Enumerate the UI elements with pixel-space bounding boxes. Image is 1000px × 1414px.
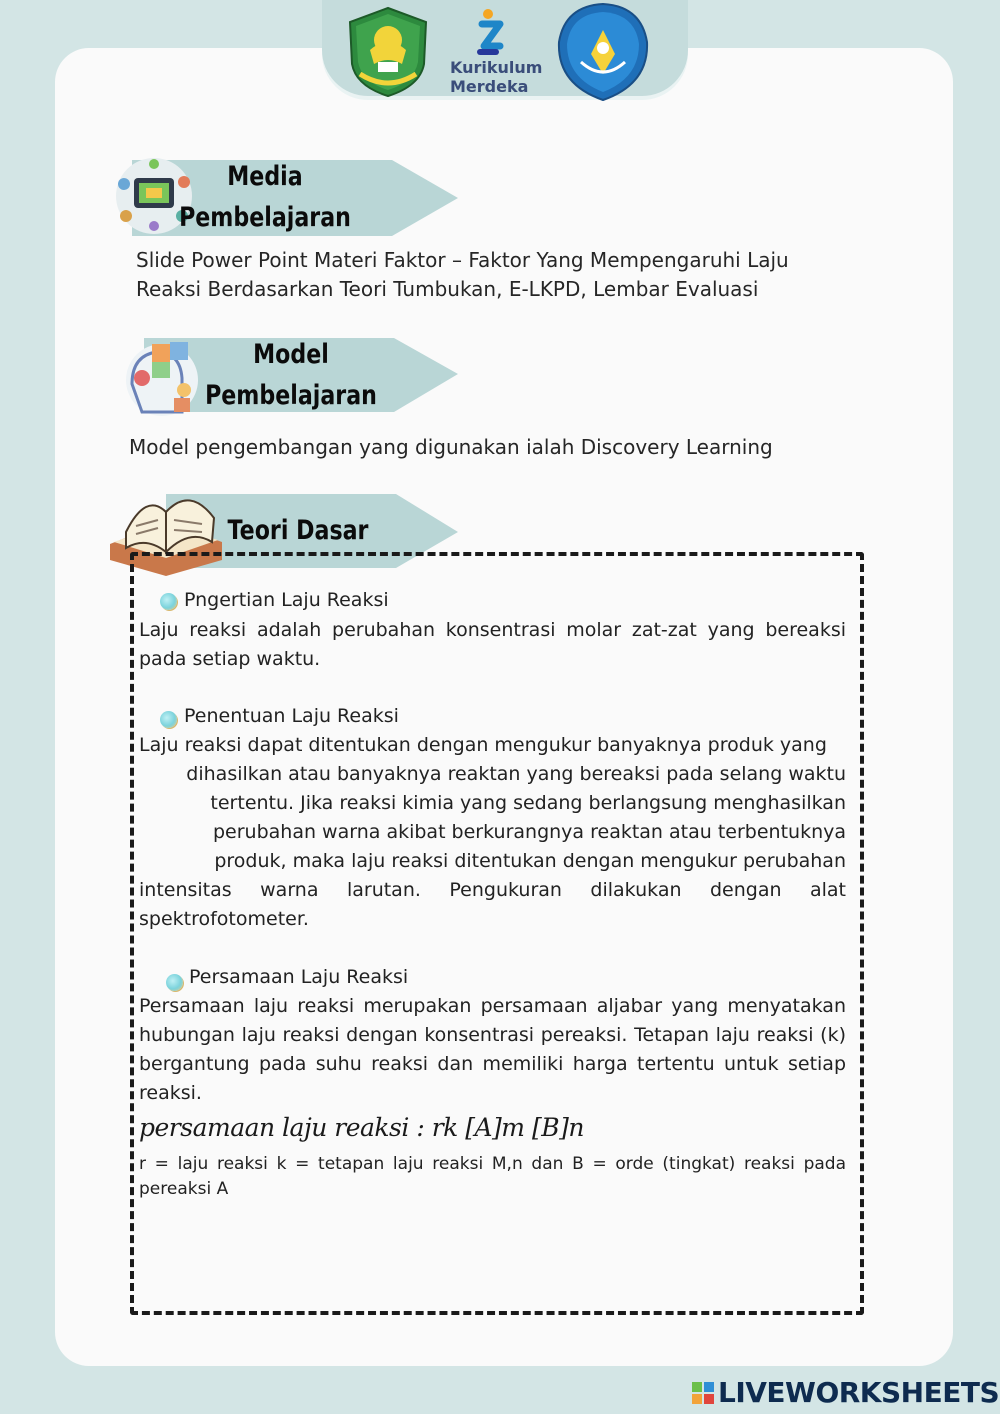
curriculum-word: Kurikulum [450, 58, 543, 77]
media-text: Slide Power Point Materi Faktor – Faktor Yang Mempengaruhi Laju Reaksi Berdasarkan Teori Tumbukan, E-LKPD, Lembar Evaluasi [136, 248, 789, 301]
penentuan-line-1: Laju reaksi dapat ditentukan dengan mengukur banyaknya produk yang [139, 734, 827, 756]
penentuan-line-4: perubahan warna akibat berkurangnya reaktan atau terbentuknya [212, 821, 846, 843]
section-heading-persamaan: Persamaan Laju Reaksi [189, 966, 409, 988]
bullet-circle-icon [160, 711, 177, 728]
puzzle-thinking-icon [122, 334, 208, 420]
rate-equation-note: r = laju reaksi k = tetapan laju reaksi M,n dan B = orde (tingkat) reaksi pada pereaksi A [139, 1154, 846, 1199]
penentuan-line-3: tertentu. Jika reaksi kimia yang sedang berlangsung menghasilkan [210, 792, 846, 814]
liveworksheets-logo-icon [692, 1382, 714, 1404]
section-heading-pengertian: Pngertian Laju Reaksi [184, 589, 389, 611]
model-text: Model pengembangan yang digunakan ialah Discovery Learning [129, 435, 773, 459]
media-banner [112, 154, 462, 240]
penentuan-line-5: produk, maka laju reaksi ditentukan dengan mengukur perubahan [214, 850, 846, 872]
bullet-circle-icon [166, 974, 183, 991]
merdeka-word: Merdeka [450, 77, 529, 96]
model-banner-title [198, 334, 383, 416]
rate-equation-formula: persamaan laju reaksi : rk [A]m [B]n [139, 1113, 584, 1142]
bullet-circle-icon [160, 593, 177, 610]
model-banner [122, 334, 462, 420]
kurikulum-merdeka-wordmark [450, 58, 550, 96]
section-text-pengertian: Laju reaksi adalah perubahan konsentrasi molar zat-zat yang bereaksi pada setiap waktu. [139, 619, 846, 670]
theory-banner-title: Teori Dasar [227, 515, 369, 546]
section-heading-penentuan: Penentuan Laju Reaksi [184, 705, 399, 727]
media-banner-title [172, 156, 357, 238]
penentuan-line-2: dihasilkan atau banyaknya reaktan yang bereaksi pada selang waktu [186, 763, 846, 785]
media-title-line2: Pembelajaran [179, 202, 351, 233]
model-title-line1: Model [253, 339, 329, 370]
liveworksheets-wordmark: LIVEWORKSHEETS [718, 1376, 1000, 1409]
university-logo [340, 4, 436, 100]
model-title-line2: Pembelajaran [205, 380, 377, 411]
section-text-penentuan [139, 731, 846, 934]
liveworksheets-brand [692, 1376, 999, 1409]
media-title-line1: Media [227, 161, 303, 192]
penentuan-line-6: intensitas warna larutan. Pengukuran dilakukan dengan alat spektrofotometer. [139, 879, 846, 930]
tut-wuri-handayani-logo [553, 2, 653, 102]
section-text-persamaan: Persamaan laju reaksi merupakan persamaan aljabar yang menyatakan hubungan laju reaksi dengan konsentrasi pereaksi. Tetapan laju reaksi (k) bergantung pada suhu reaksi dan memiliki harga tertentu untuk setiap reaksi. [139, 995, 846, 1104]
